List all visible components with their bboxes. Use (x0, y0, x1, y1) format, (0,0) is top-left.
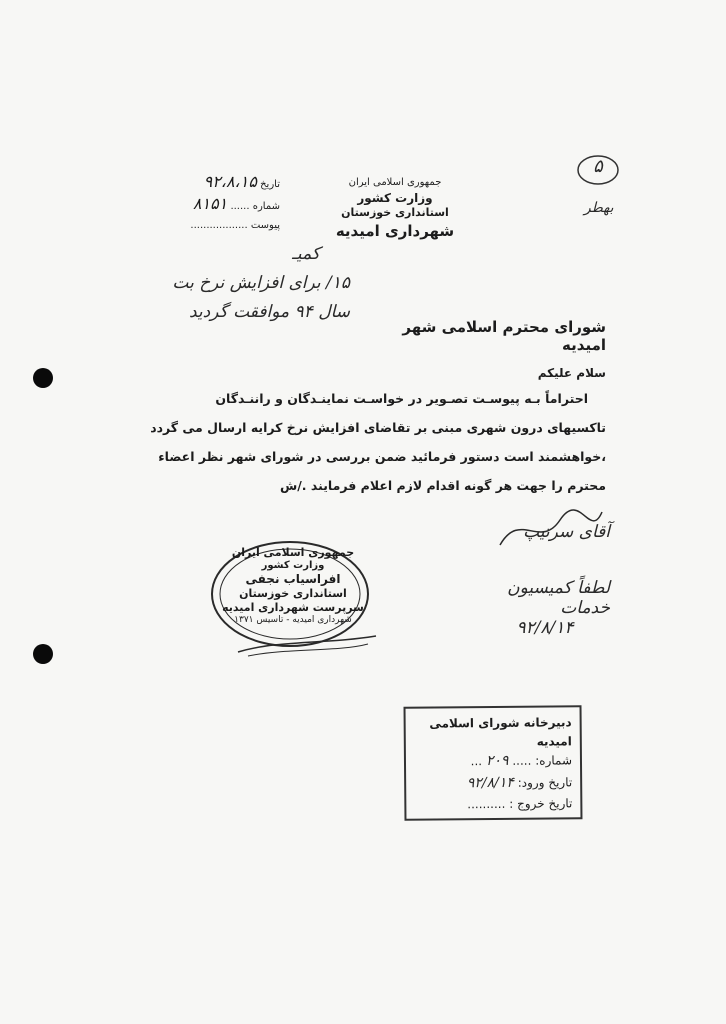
number-row (174, 194, 280, 220)
seal-country: جمهوری اسلامی ایران (231, 546, 355, 559)
note-line-1: کمیـ (291, 244, 320, 264)
note-line-3: سال ۹۴ موافقت گردید (189, 301, 350, 322)
registry-number-value: ۲۰۹ (485, 753, 509, 770)
binder-hole-top (33, 368, 53, 388)
seal-ministry: وزارت کشور (261, 559, 325, 571)
registry-number-row (414, 750, 572, 773)
registry-entry-label: تاریخ ورود: (517, 775, 573, 790)
seal-position: سرپرست شهرداری امیدیه (222, 601, 364, 614)
registry-exit-dots: .......... (467, 796, 506, 811)
municipality-name: شهرداری امیدیه (335, 221, 455, 240)
number-label: شماره (252, 201, 280, 212)
registry-stamp (404, 705, 583, 821)
attachment-row (174, 220, 280, 232)
registry-number-label: شماره: (535, 753, 573, 768)
body-line-2: تاکسیهای درون شهری مبنی بر تقاضای افزایش نرخ کرایه ارسال می گردد (150, 420, 606, 435)
date-row (174, 172, 280, 194)
letter-meta (174, 172, 280, 232)
attachment-label: پیوست (250, 220, 280, 231)
referral-line-2: لطفاً کمیسیون خدمات (507, 578, 610, 618)
greeting: سلام علیکم (537, 366, 606, 380)
attachment-dots: .................. (190, 220, 248, 231)
country-name: جمهوری اسلامی ایران (348, 177, 442, 188)
registry-title: دبیرخانه شورای اسلامی امیدیه (429, 715, 572, 749)
referral-date: ۹۲/۸/۱۴ (516, 618, 574, 638)
page-mark-note: بهطر (584, 200, 614, 216)
number-dots: ...... (230, 201, 250, 212)
note-line-2: ۱۵/ برای افزایش نرخ بت (172, 272, 350, 293)
handwritten-note (150, 240, 350, 327)
page-number: ۵ (593, 156, 603, 177)
seal-signatory: افراسیاب نجفی (245, 572, 341, 587)
binder-hole-bottom (33, 644, 53, 664)
letterhead (330, 176, 460, 241)
date-label: تاریخ (260, 179, 280, 190)
letter-body (150, 384, 606, 500)
body-line-3: ،خواهشمند است دستور فرمائید ضمن بررسی در شورای شهر نظر اعضاء (158, 449, 606, 464)
addressee: شورای محترم اسلامی شهر امیدیه (402, 318, 606, 354)
governorate-name: استانداری خوزستان (341, 205, 449, 219)
registry-entry-row (414, 772, 572, 795)
registry-entry-value: ۹۲/۸/۱۴ (466, 774, 514, 792)
ministry-name: وزارت کشور (357, 190, 433, 205)
referral-line-1: آقای سرتیپ (523, 522, 610, 542)
registry-exit-label: تاریخ خروج : (509, 795, 573, 811)
seal-founded: شهرداری امیدیه - تاسیس ۱۳۷۱ (234, 614, 352, 625)
date-value: ۹۲،۸،۱۵ (203, 172, 257, 191)
seal-governorate: استانداری خوزستان (239, 587, 347, 601)
registry-number-dots-2: ... (470, 754, 483, 769)
number-value: ۸۱۵۱ (192, 194, 228, 213)
signature-mark (490, 500, 610, 560)
seal-text (222, 546, 364, 626)
registry-exit-row (414, 794, 572, 814)
body-line-1: احتراماً بـه پیوسـت تصـویر در خواسـت نماینـدگان و راننـدگان (215, 391, 588, 406)
registry-number-dots: ..... (512, 753, 532, 769)
body-line-4: محترم را جهت هر گونه اقدام لازم اعلام فرمایند ./ش (279, 478, 606, 493)
